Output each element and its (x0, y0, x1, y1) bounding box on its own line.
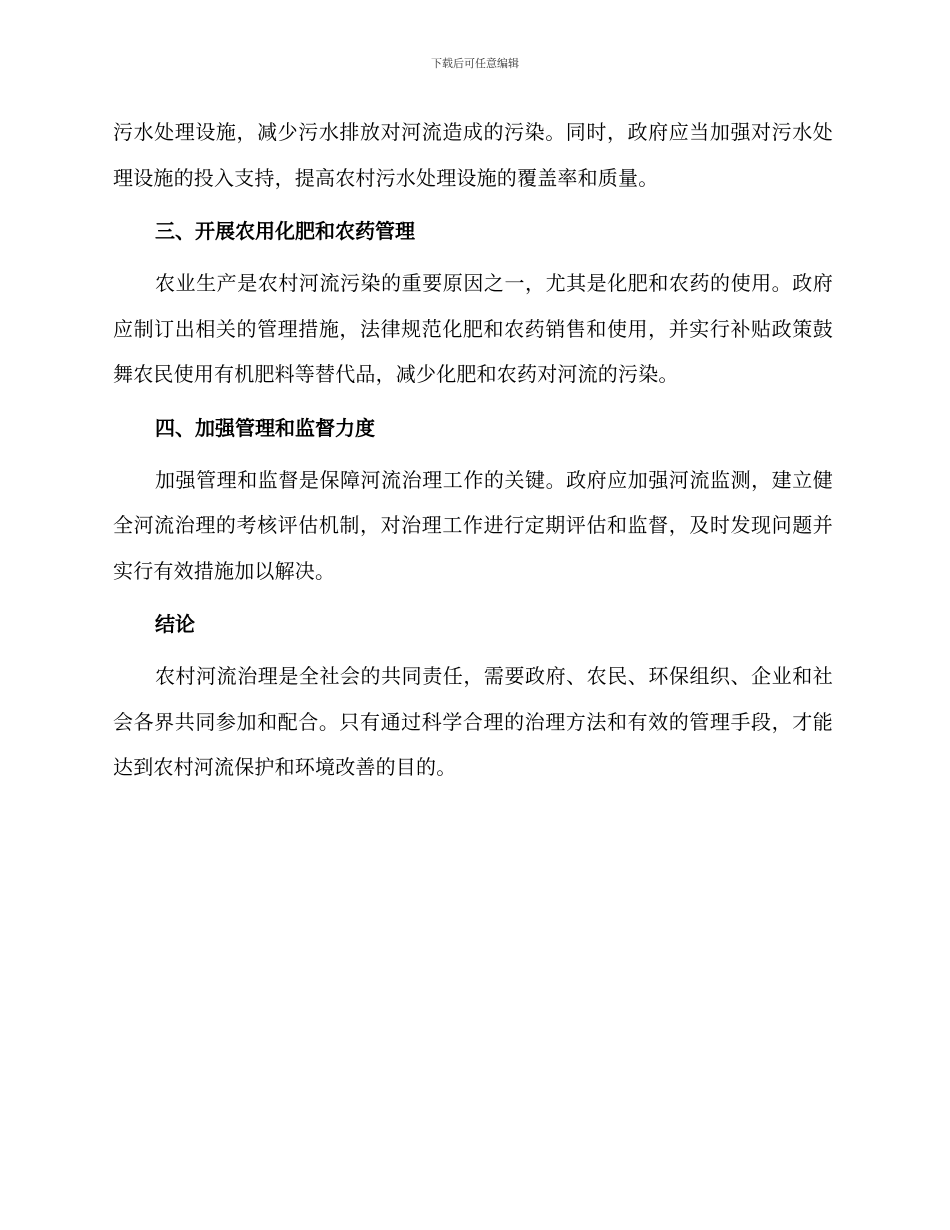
page-header: 下载后可任意编辑 (431, 57, 519, 70)
paragraph-management-supervision: 加强管理和监督是保障河流治理工作的关键。政府应加强河流监测，建立健全河流治理的考核评估机制，对治理工作进行定期评估和监督，及时发现问题并实行有效措施加以解决。 (113, 467, 833, 583)
section-heading-conclusion: 结论 (155, 612, 195, 636)
section-heading-fertilizer-pesticide: 三、开展农用化肥和农药管理 (155, 219, 415, 243)
document-body (113, 110, 833, 791)
paragraph-fertilizer-pesticide: 农业生产是农村河流污染的重要原因之一，尤其是化肥和农药的使用。政府应制订出相关的管理措施，法律规范化肥和农药销售和使用，并实行补贴政策鼓舞农民使用有机肥料等替代品，减少化肥和农药对河流的污染。 (113, 271, 833, 386)
paragraph-conclusion: 农村河流治理是全社会的共同责任，需要政府、农民、环保组织、企业和社会各界共同参加和配合。只有通过科学合理的治理方法和有效的管理手段，才能达到农村河流保护和环境改善的目的。 (113, 664, 833, 779)
section-heading-management-supervision: 四、加强管理和监督力度 (155, 415, 375, 440)
paragraph-continuation: 污水处理设施，减少污水排放对河流造成的污染。同时，政府应当加强对污水处理设施的投入支持，提高农村污水处理设施的覆盖率和质量。 (113, 120, 833, 190)
